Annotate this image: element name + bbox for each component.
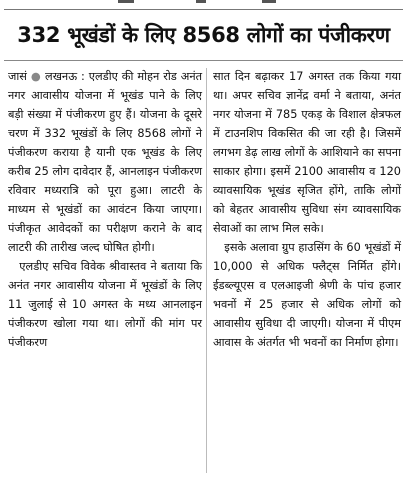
cropped-top-edge (0, 0, 407, 14)
article-headline: 332 भूखंडों के लिए 8568 लोगों का पंजीकरण (17, 23, 390, 47)
cropped-text-fragment (262, 0, 276, 3)
dateline-city: लखनऊ : (45, 70, 85, 83)
cropped-text-fragment (196, 0, 206, 3)
paragraph: एलडीए सचिव विवेक श्रीवास्तव ने बताया कि अनंत नगर आवासीय योजना में भूखंडों के लिए 11 जुलाई से 10 अगस्त के मध्य आनलाइन पंजीकरण खोला गया था। लोगों की मांग पर पंजीकरण (8, 260, 202, 349)
top-divider (4, 9, 403, 10)
left-column (8, 67, 202, 352)
paragraph: सात दिन बढ़ाकर 17 अगस्त तक किया गया था। अपर सचिव ज्ञानेंद्र वर्मा ने बताया, अनंत नगर योजना में 785 एकड़ के विशाल क्षेत्रफल में टाउनशिप विकसित की जा रही है। जिसमें लगभग डेढ़ लाख लोगों के आशियाने का सपना साकार होगा। इसमें 2100 आवासीय व 120 व्यावसायिक भूखंड सृजित होंगे, ताकि लोगों को बेहतर आवासीय सुविधा संग व्यावसायिक सेवाओं का लाभ मिल सके। (213, 70, 401, 235)
headline-divider (4, 60, 403, 61)
paragraph (8, 67, 202, 257)
cropped-text-fragment (118, 0, 134, 3)
right-column (213, 67, 401, 352)
paragraph: इसके अलावा ग्रुप हाउसिंग के 60 भूखंडों में 10,000 से अधिक फ्लैट्स निर्मित होंगे। ईडब्ल्यूएस व एलआइजी श्रेणी के पांच हजार भवनों में 25 हजार से अधिक लोगों को आवासीय सुविधा दी जाएगी। योजना में पीएम आवास के अंतर्गत भी भवनों का निर्माण होगा। (213, 241, 401, 349)
paragraph-text: एलडीए की मोहन रोड अनंत नगर आवासीय योजना में भूखंड पाने के लिए बड़ी संख्या में पंजीकरण हुए हैं। योजना के दूसरे चरण में 332 भूखंडों के लिए 8568 लोगों ने पंजीकरण कराया है यानी एक भूखंड के लिए करीब 25 लोग दावेदार हैं, आनलाइन पंजीकरण रविवार मध्यरात्रि को पूरा हुआ। लाटरी के माध्यम से भूखंडों का आवंटन किया जाएगा। पंजीकृत आवेदकों का परीक्षण कराने के बाद लाटरी की तारीख जल्द घोषित होगी। (8, 70, 203, 254)
dateline-bullet: ● (30, 70, 42, 83)
column-divider (206, 68, 207, 473)
dateline-source: जासं (8, 70, 27, 83)
